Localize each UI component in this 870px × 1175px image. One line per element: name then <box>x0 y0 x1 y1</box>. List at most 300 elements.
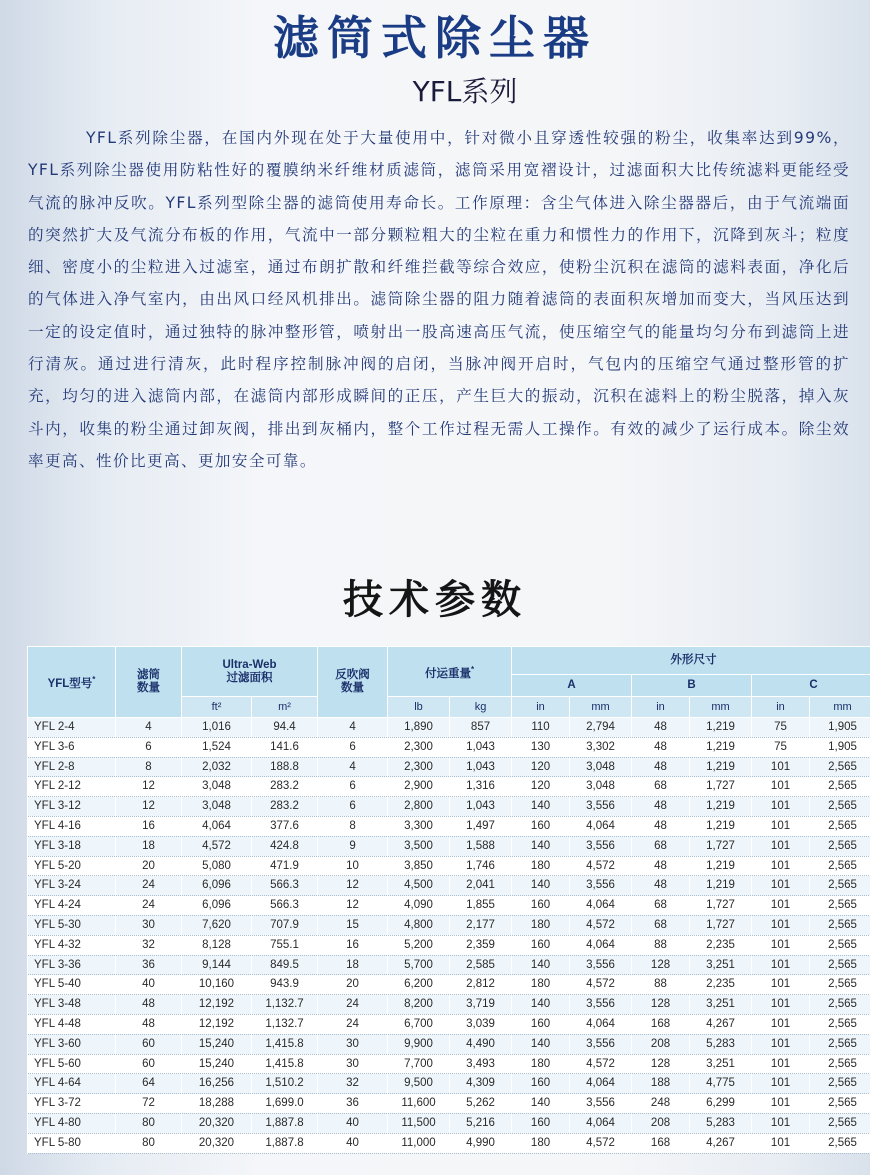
table-cell: 1,497 <box>450 816 512 836</box>
table-cell: 160 <box>512 1113 570 1133</box>
table-cell: 1,887.8 <box>252 1133 318 1153</box>
table-cell: 15 <box>318 915 388 935</box>
table-row <box>28 836 870 856</box>
table-cell: 4,064 <box>182 816 252 836</box>
table-cell: 75 <box>752 718 810 738</box>
table-cell: 6,096 <box>182 896 252 916</box>
table-cell: 1,855 <box>450 896 512 916</box>
spec-table-container <box>27 646 855 1154</box>
table-row <box>28 915 870 935</box>
table-cell: 4,064 <box>570 935 632 955</box>
table-cell: 101 <box>752 955 810 975</box>
table-cell: 1,219 <box>690 876 752 896</box>
table-cell: 68 <box>632 836 690 856</box>
table-cell: 4,572 <box>182 836 252 856</box>
table-cell: 75 <box>752 737 810 757</box>
table-cell: YFL 4-24 <box>28 896 116 916</box>
series-subtitle: YFL系列 <box>412 75 518 108</box>
table-cell: 120 <box>512 757 570 777</box>
table-cell: 707.9 <box>252 915 318 935</box>
table-cell: 40 <box>318 1113 388 1133</box>
table-cell: 2,900 <box>388 777 450 797</box>
table-cell: YFL 4-64 <box>28 1074 116 1094</box>
table-cell: 2,585 <box>450 955 512 975</box>
table-cell: 1,588 <box>450 836 512 856</box>
table-cell: 24 <box>318 995 388 1015</box>
table-cell: 60 <box>116 1034 182 1054</box>
table-cell: 36 <box>116 955 182 975</box>
table-cell: 9 <box>318 836 388 856</box>
table-cell: 168 <box>632 1133 690 1153</box>
table-cell: 5,283 <box>690 1113 752 1133</box>
table-cell: 24 <box>116 896 182 916</box>
table-cell: 3,493 <box>450 1054 512 1074</box>
table-cell: 2,565 <box>810 1094 870 1114</box>
table-cell: YFL 4-32 <box>28 935 116 955</box>
table-cell: 101 <box>752 797 810 817</box>
table-cell: 4,572 <box>570 1133 632 1153</box>
table-cell: 140 <box>512 1094 570 1114</box>
table-cell: YFL 2-4 <box>28 718 116 738</box>
table-row <box>28 1054 870 1074</box>
table-cell: 4,800 <box>388 915 450 935</box>
table-cell: 7,620 <box>182 915 252 935</box>
table-cell: 36 <box>318 1094 388 1114</box>
table-cell: 101 <box>752 1074 810 1094</box>
table-cell: 80 <box>116 1113 182 1133</box>
table-row <box>28 896 870 916</box>
spec-table-body <box>28 718 870 1154</box>
table-cell: 5,283 <box>690 1034 752 1054</box>
table-row <box>28 737 870 757</box>
table-cell: 2,565 <box>810 1133 870 1153</box>
unit-m2: m² <box>252 697 318 718</box>
unit-c-in: in <box>752 697 810 718</box>
table-cell: 849.5 <box>252 955 318 975</box>
table-cell: 8,200 <box>388 995 450 1015</box>
table-cell: YFL 4-16 <box>28 816 116 836</box>
table-cell: 4 <box>318 718 388 738</box>
table-cell: 140 <box>512 995 570 1015</box>
table-cell: 128 <box>632 995 690 1015</box>
table-cell: 4,490 <box>450 1034 512 1054</box>
table-cell: 2,800 <box>388 797 450 817</box>
table-cell: 2,812 <box>450 975 512 995</box>
page-title: 滤筒式除尘器 <box>273 11 597 65</box>
table-cell: 2,565 <box>810 935 870 955</box>
table-cell: 48 <box>116 1014 182 1034</box>
unit-b-mm: mm <box>690 697 752 718</box>
table-cell: 9,144 <box>182 955 252 975</box>
table-cell: 16 <box>116 816 182 836</box>
table-cell: 3,556 <box>570 797 632 817</box>
table-cell: 1,746 <box>450 856 512 876</box>
table-cell: 48 <box>632 718 690 738</box>
unit-a-in: in <box>512 697 570 718</box>
table-cell: 101 <box>752 1014 810 1034</box>
header-filter-count: 滤筒 数量 <box>116 647 182 718</box>
table-cell: 3,048 <box>182 777 252 797</box>
table-cell: 1,510.2 <box>252 1074 318 1094</box>
spec-table <box>27 646 870 1154</box>
table-cell: 2,565 <box>810 975 870 995</box>
table-cell: 2,565 <box>810 915 870 935</box>
table-cell: 3,556 <box>570 995 632 1015</box>
table-cell: 6,096 <box>182 876 252 896</box>
table-cell: YFL 5-30 <box>28 915 116 935</box>
table-cell: 1,219 <box>690 856 752 876</box>
table-cell: 2,565 <box>810 797 870 817</box>
table-cell: 1,219 <box>690 757 752 777</box>
table-cell: 32 <box>318 1074 388 1094</box>
table-cell: 4,572 <box>570 1054 632 1074</box>
header-dim-a: A <box>512 675 632 697</box>
table-cell: 1,415.8 <box>252 1054 318 1074</box>
table-cell: 424.8 <box>252 836 318 856</box>
header-valve-count: 反吹阀 数量 <box>318 647 388 718</box>
table-cell: 2,565 <box>810 816 870 836</box>
table-cell: 11,000 <box>388 1133 450 1153</box>
table-cell: 3,039 <box>450 1014 512 1034</box>
unit-ft2: ft² <box>182 697 252 718</box>
table-cell: 101 <box>752 816 810 836</box>
table-cell: 6 <box>116 737 182 757</box>
table-cell: 88 <box>632 975 690 995</box>
table-row <box>28 1014 870 1034</box>
table-cell: 4,064 <box>570 1074 632 1094</box>
table-cell: 101 <box>752 896 810 916</box>
table-cell: 101 <box>752 1054 810 1074</box>
table-cell: 4,990 <box>450 1133 512 1153</box>
table-cell: 2,300 <box>388 737 450 757</box>
table-cell: 18 <box>116 836 182 856</box>
table-cell: 140 <box>512 836 570 856</box>
table-cell: 4,309 <box>450 1074 512 1094</box>
table-cell: 40 <box>116 975 182 995</box>
table-cell: 5,080 <box>182 856 252 876</box>
table-cell: 1,016 <box>182 718 252 738</box>
table-cell: 566.3 <box>252 876 318 896</box>
table-cell: 188 <box>632 1074 690 1094</box>
header-filter-area: Ultra-Web 过滤面积 <box>182 647 318 697</box>
table-cell: 160 <box>512 896 570 916</box>
table-cell: 16 <box>318 935 388 955</box>
table-cell: 101 <box>752 1113 810 1133</box>
table-cell: 101 <box>752 1094 810 1114</box>
table-cell: 140 <box>512 955 570 975</box>
table-cell: 101 <box>752 995 810 1015</box>
unit-lb: lb <box>388 697 450 718</box>
table-cell: 2,565 <box>810 995 870 1015</box>
header-dim-b: B <box>632 675 752 697</box>
section-title-specs: 技术参数 <box>343 577 527 623</box>
table-cell: 48 <box>632 816 690 836</box>
table-cell: 180 <box>512 975 570 995</box>
table-cell: 130 <box>512 737 570 757</box>
table-cell: 3,251 <box>690 995 752 1015</box>
table-cell: 9,500 <box>388 1074 450 1094</box>
table-cell: 2,565 <box>810 856 870 876</box>
table-cell: 9,900 <box>388 1034 450 1054</box>
table-cell: 12 <box>116 777 182 797</box>
table-cell: 101 <box>752 915 810 935</box>
table-cell: 2,794 <box>570 718 632 738</box>
table-cell: 141.6 <box>252 737 318 757</box>
table-cell: 12 <box>318 876 388 896</box>
table-cell: 88 <box>632 935 690 955</box>
table-cell: 857 <box>450 718 512 738</box>
table-cell: 6 <box>318 797 388 817</box>
table-cell: 3,048 <box>570 777 632 797</box>
table-cell: 208 <box>632 1034 690 1054</box>
table-cell: 4 <box>116 718 182 738</box>
table-cell: YFL 5-80 <box>28 1133 116 1153</box>
table-cell: 20 <box>116 856 182 876</box>
table-row <box>28 935 870 955</box>
product-description: YFL系列除尘器，在国内外现在处于大量使用中，针对微小且穿透性较强的粉尘，收集率达到99%，YFL系列除尘器使用防粘性好的覆膜纳米纤维材质滤筒，滤筒采用宽褶设计，过滤面积大比传统滤料更能经受气流的脉冲反吹。YFL系列型除尘器的滤筒使用寿命长。工作原理：含尘气体进入除尘器器后，由于气流端面的突然扩大及气流分布板的作用，气流中一部分颗粒粗大的尘粒在重力和惯性力的作用下，沉降到灰斗；粒度细、密度小的尘粒进入过滤室，通过布朗扩散和纤维拦截等综合效应，使粉尘沉积在滤筒的滤料表面，净化后的气体进入净气室内，由出风口经风机排出。滤筒除尘器的阻力随着滤筒的表面积灰增加而变大，当风压达到一定的设定值时，通过独特的脉冲整形管，喷射出一股高速高压气流，使压缩空气的能量均匀分布到滤筒上进行清灰。通过进行清灰，此时程序控制脉冲阀的启闭，当脉冲阀开启时，气包内的压缩空气通过整形管的扩充，均匀的进入滤筒内部，在滤筒内部形成瞬间的正压，产生巨大的振动，沉积在滤料上的粉尘脱落，掉入灰斗内，收集的粉尘通过卸灰阀，排出到灰桶内，整个工作过程无需人工操作。有效的减少了运行成本。除尘效率更高、性价比更高、更加安全可靠。 <box>28 129 850 470</box>
table-cell: 32 <box>116 935 182 955</box>
table-cell: 8,128 <box>182 935 252 955</box>
table-cell: 471.9 <box>252 856 318 876</box>
table-cell: 6 <box>318 777 388 797</box>
table-cell: 1,219 <box>690 737 752 757</box>
table-cell: 15,240 <box>182 1034 252 1054</box>
table-cell: 168 <box>632 1014 690 1034</box>
table-row <box>28 1133 870 1153</box>
table-cell: 20 <box>318 975 388 995</box>
table-cell: 160 <box>512 935 570 955</box>
table-cell: 11,500 <box>388 1113 450 1133</box>
header-shipping-weight: 付运重量* <box>388 647 512 697</box>
table-cell: 2,565 <box>810 1113 870 1133</box>
table-cell: 18 <box>318 955 388 975</box>
table-cell: YFL 3-36 <box>28 955 116 975</box>
table-cell: YFL 3-60 <box>28 1034 116 1054</box>
table-cell: 24 <box>318 1014 388 1034</box>
table-cell: 2,359 <box>450 935 512 955</box>
table-cell: 5,200 <box>388 935 450 955</box>
table-cell: 4,572 <box>570 915 632 935</box>
header-model: YFL型号* <box>28 647 116 718</box>
table-cell: 160 <box>512 816 570 836</box>
table-cell: 180 <box>512 915 570 935</box>
table-cell: 68 <box>632 896 690 916</box>
table-cell: 283.2 <box>252 777 318 797</box>
unit-kg: kg <box>450 697 512 718</box>
header-dimensions: 外形尺寸 <box>512 647 870 675</box>
table-cell: 4,572 <box>570 856 632 876</box>
table-cell: 140 <box>512 876 570 896</box>
table-cell: 20,320 <box>182 1133 252 1153</box>
table-cell: 80 <box>116 1133 182 1153</box>
table-cell: 1,132.7 <box>252 995 318 1015</box>
table-cell: 48 <box>632 737 690 757</box>
table-cell: 3,048 <box>570 757 632 777</box>
table-cell: 11,600 <box>388 1094 450 1114</box>
header-dim-c: C <box>752 675 870 697</box>
table-row <box>28 1074 870 1094</box>
table-cell: 1,219 <box>690 718 752 738</box>
table-cell: 248 <box>632 1094 690 1114</box>
table-cell: 60 <box>116 1054 182 1074</box>
table-cell: 566.3 <box>252 896 318 916</box>
unit-a-mm: mm <box>570 697 632 718</box>
table-cell: 4,572 <box>570 975 632 995</box>
table-cell: YFL 4-48 <box>28 1014 116 1034</box>
table-cell: 3,556 <box>570 1034 632 1054</box>
table-cell: 101 <box>752 1034 810 1054</box>
table-cell: 12 <box>318 896 388 916</box>
table-cell: 180 <box>512 1133 570 1153</box>
table-cell: 3,300 <box>388 816 450 836</box>
table-cell: 943.9 <box>252 975 318 995</box>
table-cell: 1,905 <box>810 718 870 738</box>
table-cell: 2,565 <box>810 1054 870 1074</box>
table-cell: 2,565 <box>810 1074 870 1094</box>
table-cell: YFL 3-48 <box>28 995 116 1015</box>
table-cell: 4,775 <box>690 1074 752 1094</box>
table-row <box>28 777 870 797</box>
table-cell: 101 <box>752 975 810 995</box>
table-cell: 101 <box>752 876 810 896</box>
table-cell: 755.1 <box>252 935 318 955</box>
table-cell: 94.4 <box>252 718 318 738</box>
table-cell: 8 <box>318 816 388 836</box>
table-cell: 101 <box>752 856 810 876</box>
table-cell: YFL 5-20 <box>28 856 116 876</box>
table-cell: 40 <box>318 1133 388 1153</box>
table-cell: 1,219 <box>690 816 752 836</box>
table-cell: YFL 5-40 <box>28 975 116 995</box>
table-cell: 10,160 <box>182 975 252 995</box>
table-cell: 3,556 <box>570 955 632 975</box>
table-cell: 6,299 <box>690 1094 752 1114</box>
table-cell: 1,043 <box>450 797 512 817</box>
table-cell: 30 <box>318 1054 388 1074</box>
table-row <box>28 718 870 738</box>
table-cell: 12 <box>116 797 182 817</box>
table-cell: 2,565 <box>810 836 870 856</box>
unit-b-in: in <box>632 697 690 718</box>
table-row <box>28 1113 870 1133</box>
table-cell: 4,064 <box>570 896 632 916</box>
unit-c-mm: mm <box>810 697 870 718</box>
table-cell: 1,727 <box>690 896 752 916</box>
table-cell: 180 <box>512 1054 570 1074</box>
table-cell: 128 <box>632 1054 690 1074</box>
table-cell: 2,565 <box>810 1014 870 1034</box>
table-row <box>28 995 870 1015</box>
table-cell: 2,300 <box>388 757 450 777</box>
table-cell: 2,032 <box>182 757 252 777</box>
table-cell: YFL 2-8 <box>28 757 116 777</box>
table-cell: YFL 3-72 <box>28 1094 116 1114</box>
table-cell: 2,565 <box>810 777 870 797</box>
table-row <box>28 955 870 975</box>
table-cell: 101 <box>752 935 810 955</box>
table-cell: 3,850 <box>388 856 450 876</box>
table-cell: 3,556 <box>570 1094 632 1114</box>
table-cell: 1,043 <box>450 737 512 757</box>
table-row <box>28 757 870 777</box>
table-cell: 1,699.0 <box>252 1094 318 1114</box>
table-cell: 2,565 <box>810 955 870 975</box>
table-cell: 1,415.8 <box>252 1034 318 1054</box>
table-cell: 2,565 <box>810 1034 870 1054</box>
table-cell: 4 <box>318 757 388 777</box>
table-cell: 5,262 <box>450 1094 512 1114</box>
table-cell: 2,565 <box>810 896 870 916</box>
table-cell: 30 <box>116 915 182 935</box>
table-cell: 20,320 <box>182 1113 252 1133</box>
table-cell: 24 <box>116 876 182 896</box>
table-cell: 1,219 <box>690 797 752 817</box>
table-cell: 180 <box>512 856 570 876</box>
table-cell: 1,727 <box>690 836 752 856</box>
table-cell: 1,905 <box>810 737 870 757</box>
table-cell: 1,890 <box>388 718 450 738</box>
table-cell: 64 <box>116 1074 182 1094</box>
table-cell: 12,192 <box>182 1014 252 1034</box>
table-cell: 4,064 <box>570 1014 632 1034</box>
table-cell: 5,700 <box>388 955 450 975</box>
table-cell: 12,192 <box>182 995 252 1015</box>
table-cell: 3,556 <box>570 876 632 896</box>
table-cell: 6,200 <box>388 975 450 995</box>
table-cell: 48 <box>632 876 690 896</box>
table-cell: 7,700 <box>388 1054 450 1074</box>
table-cell: 160 <box>512 1074 570 1094</box>
table-cell: 208 <box>632 1113 690 1133</box>
table-cell: 6,700 <box>388 1014 450 1034</box>
table-cell: 283.2 <box>252 797 318 817</box>
table-cell: 1,043 <box>450 757 512 777</box>
table-cell: YFL 2-12 <box>28 777 116 797</box>
table-cell: 1,132.7 <box>252 1014 318 1034</box>
table-cell: 110 <box>512 718 570 738</box>
table-cell: 8 <box>116 757 182 777</box>
table-cell: YFL 4-80 <box>28 1113 116 1133</box>
table-cell: YFL 3-18 <box>28 836 116 856</box>
table-cell: 4,267 <box>690 1133 752 1153</box>
table-cell: 120 <box>512 777 570 797</box>
table-row <box>28 1034 870 1054</box>
table-cell: YFL 5-60 <box>28 1054 116 1074</box>
table-cell: 68 <box>632 777 690 797</box>
table-cell: 2,177 <box>450 915 512 935</box>
table-cell: 72 <box>116 1094 182 1114</box>
table-cell: 68 <box>632 915 690 935</box>
table-row <box>28 1094 870 1114</box>
table-row <box>28 856 870 876</box>
table-cell: 2,041 <box>450 876 512 896</box>
table-cell: 30 <box>318 1034 388 1054</box>
table-cell: 1,727 <box>690 915 752 935</box>
table-cell: 3,251 <box>690 1054 752 1074</box>
table-cell: 4,500 <box>388 876 450 896</box>
table-cell: 3,500 <box>388 836 450 856</box>
table-cell: 3,048 <box>182 797 252 817</box>
table-cell: 3,556 <box>570 836 632 856</box>
table-row <box>28 975 870 995</box>
table-cell: 5,216 <box>450 1113 512 1133</box>
table-cell: 1,316 <box>450 777 512 797</box>
table-cell: 4,267 <box>690 1014 752 1034</box>
table-cell: 2,565 <box>810 757 870 777</box>
table-cell: 18,288 <box>182 1094 252 1114</box>
table-cell: 101 <box>752 836 810 856</box>
table-cell: 1,524 <box>182 737 252 757</box>
